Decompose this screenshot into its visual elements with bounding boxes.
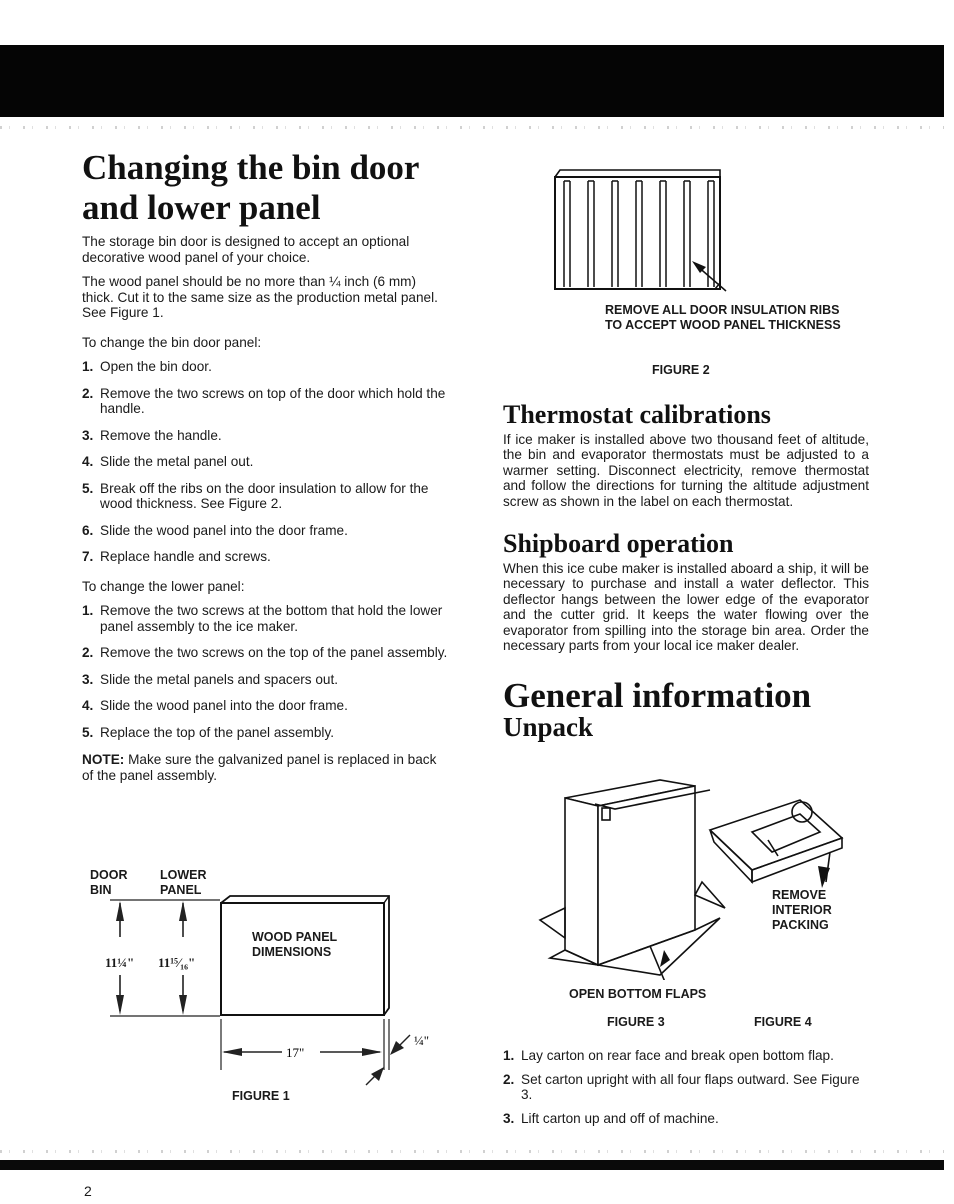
list-item [82,698,450,714]
figure-1-drawing [90,895,450,1115]
unpack-steps-container [503,1048,873,1138]
list-item [82,549,450,565]
step-number: 1. [82,359,94,374]
thermostat-text: If ice maker is installed above two thousand feet of altitude, the bin and evaporator thermostats must be adjusted to a warmer setting. Disconnect electricity, remove thermostat and follow the directions for turning the altitude adjustment screw as shown in the label on each thermostat. [503,432,869,509]
step-text: Remove the handle. [100,427,222,443]
step-number: 4. [82,698,94,713]
list-item [82,386,450,417]
note-label: NOTE: [82,752,125,767]
step-number: 2. [82,645,94,660]
step-number: 2. [82,385,94,401]
carton [540,780,725,980]
fig1-caption: FIGURE 1 [232,1089,290,1103]
lower-steps-list [82,603,450,740]
step-number: 5. [82,724,94,740]
step-text: Remove the two screws on the top of the panel assembly. [100,645,448,660]
fig1-thickness-dim: ¼" [414,1033,430,1048]
shipboard-heading: Shipboard operation [503,529,734,558]
fig4-label: REMOVE INTERIOR PACKING [772,888,832,932]
list-item [82,672,450,688]
fig2-callout: REMOVE ALL DOOR INSULATION RIBS TO ACCEPT WOOD PANEL THICKNESS [605,303,841,332]
step-text: Lift carton up and off of machine. [521,1110,719,1126]
step-number: 3. [82,427,94,443]
print-speckle-bottom [0,1150,944,1153]
note-text: Make sure the galvanized panel is replaced in back of the panel assembly. [82,752,437,783]
footer-band [0,1160,944,1170]
step-text: Remove the two screws on top of the door which hold the handle. [100,385,446,416]
step-number: 1. [503,1048,515,1063]
step-text: Replace the top of the panel assembly. [100,724,335,740]
print-speckle-top [0,126,944,129]
fig1-lower-panel-label: LOWER PANEL [160,868,207,897]
lower-steps-intro: To change the lower panel: [82,578,245,594]
note [82,752,450,783]
step-number: 5. [82,480,94,496]
list-item [82,645,450,661]
step-text: Remove the two screws at the bottom that hold the lower panel assembly to the ice maker. [100,603,443,634]
header-band [0,45,944,117]
list-item [503,1111,873,1127]
step-text: Slide the metal panels and spacers out. [100,671,339,687]
step-text: Slide the metal panel out. [100,454,254,469]
step-text: Slide the wood panel into the door frame. [100,698,348,713]
step-number: 2. [503,1071,515,1087]
figure-2-drawing [550,165,730,293]
step-number: 3. [82,671,94,687]
fig1-panel-label: WOOD PANEL DIMENSIONS [252,930,337,959]
fig1-width-dim: 17" [286,1045,305,1060]
fig3-label: OPEN BOTTOM FLAPS [569,987,707,1001]
step-number: 1. [82,603,94,618]
list-item [82,454,450,470]
fig1-door-bin-label: DOOR BIN [90,868,128,897]
list-item [82,603,450,634]
list-item [503,1048,873,1064]
fig4-caption: FIGURE 4 [754,1015,812,1029]
thickness-paragraph: The wood panel should be no more than ¼ inch (6 mm) thick. Cut it to the same size as the production metal panel. See Figure 1. [82,274,438,320]
step-text: Open the bin door. [100,359,212,374]
unpack-heading: Unpack [503,712,594,742]
list-item [503,1072,873,1103]
thermostat-heading: Thermostat calibrations [503,400,771,429]
step-number: 6. [82,522,94,538]
fig1-door-dim: 11¼" [105,955,135,970]
shipboard-text: When this ice cube maker is installed aboard a ship, it will be necessary to purchase and install a water deflector. This deflector hangs between the lower edge of the evaporator and the cutter grid. It keeps the water flowing over the evaporator from spilling into the storage bin area. Order the necessary parts from your local ice maker dealer. [503,561,869,654]
list-item [82,725,450,741]
list-item [82,359,450,375]
figures-3-4-drawing [530,770,860,980]
step-text: Break off the ribs on the door insulation to allow for the wood thickness. See Figure 2. [100,480,429,511]
step-text: Replace handle and screws. [100,549,271,564]
general-heading: General information [503,676,812,715]
list-item [82,481,450,512]
list-item [82,523,450,539]
step-text: Set carton upright with all four flaps outward. See Figure 3. [521,1071,860,1102]
step-number: 3. [503,1110,515,1126]
fig2-caption: FIGURE 2 [652,363,710,377]
fig3-caption: FIGURE 3 [607,1015,665,1029]
step-text: Slide the wood panel into the door frame. [100,522,348,538]
step-number: 4. [82,454,94,469]
page-number: 2 [84,1183,92,1199]
intro-paragraph: The storage bin door is designed to accept an optional decorative wood panel of your choice. [82,234,410,265]
door-steps-list [82,359,450,565]
step-text: Lay carton on rear face and break open bottom flap. [521,1048,834,1063]
step-number: 7. [82,549,94,564]
left-column [82,234,450,792]
door-steps-intro: To change the bin door panel: [82,334,262,350]
fig1-lower-dim: 11¹⁵⁄₁₆" [158,955,196,970]
unpack-steps-list [503,1048,873,1126]
list-item [82,428,450,444]
page-title: Changing the bin door and lower panel [82,148,419,227]
